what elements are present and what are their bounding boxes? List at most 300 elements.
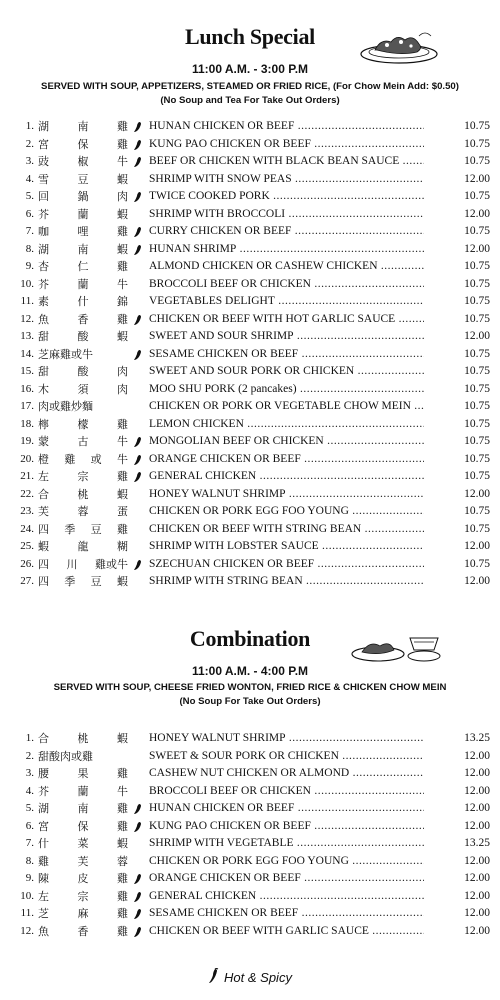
menu-item-price: 12.00 — [450, 853, 490, 871]
chinese-character: 蝦 — [117, 172, 128, 186]
chinese-character: 酸 — [77, 330, 89, 343]
menu-item-price: 10.75 — [450, 293, 490, 311]
menu-item-price: 10.75 — [450, 381, 490, 399]
menu-item-chinese-name — [38, 241, 128, 259]
chinese-character: 蒙 — [38, 435, 49, 448]
menu-item — [0, 486, 500, 504]
menu-item-name: CHICKEN OR PORK EGG FOO YOUNG ..... — [149, 503, 424, 521]
menu-item-number: 12. — [20, 924, 34, 937]
chinese-character: 芙 — [77, 854, 89, 868]
menu-item-chinese-name — [38, 381, 128, 399]
menu-item — [0, 258, 500, 276]
menu-item-name: MOO SHU PORK (2 pancakes) ..... — [149, 381, 424, 399]
chili-pepper-icon — [133, 908, 143, 920]
chinese-character: 龍 — [77, 540, 89, 553]
chinese-character: 回 — [38, 190, 49, 203]
chinese-character: 雞 — [117, 417, 128, 431]
menu-item-name: ALMOND CHICKEN OR CASHEW CHICKEN ..... — [149, 258, 424, 276]
chinese-character: 雞 — [64, 452, 76, 466]
chinese-character: 蘭 — [77, 277, 89, 291]
chili-pepper-icon — [133, 803, 143, 815]
menu-item-number: 15. — [20, 365, 34, 377]
menu-item-price: 12.00 — [450, 800, 490, 818]
menu-item-chinese-name — [38, 153, 128, 171]
chinese-character: 南 — [77, 802, 89, 815]
menu-item-price: 10.75 — [450, 363, 490, 381]
menu-item-chinese-name — [38, 276, 128, 294]
chinese-character: 雞 — [117, 907, 128, 920]
chinese-character: 湖 — [38, 802, 49, 815]
chinese-character: 須 — [77, 382, 89, 396]
chinese-character: 糊 — [117, 540, 128, 553]
chinese-character: 杏 — [38, 260, 49, 273]
menu-item-chinese-name — [38, 468, 128, 486]
menu-item — [0, 748, 500, 766]
chinese-character: 牛 — [116, 452, 128, 466]
menu-item-price: 10.75 — [450, 433, 490, 451]
menu-item-price: 12.00 — [450, 206, 490, 224]
menu-item-chinese-name — [38, 800, 128, 818]
chinese-character: 甜 — [38, 365, 49, 378]
menu-item-number: 5. — [25, 190, 34, 202]
menu-item — [0, 905, 500, 923]
menu-item-number: 6. — [25, 207, 34, 220]
chinese-character: 季 — [64, 522, 76, 536]
menu-item-chinese-name — [38, 451, 128, 469]
chinese-character: 雞 — [117, 312, 128, 326]
combination-served-with-note: SERVED WITH SOUP, CHEESE FRIED WONTON, FRIED RICE & CHICKEN CHOW MEIN — [53, 682, 447, 693]
menu-item-chinese-name — [38, 311, 128, 329]
menu-item-number: 22. — [20, 487, 34, 500]
menu-item-price: 10.75 — [450, 451, 490, 469]
menu-item-number: 19. — [20, 435, 34, 447]
chinese-character: 雞 — [116, 522, 128, 536]
chinese-character: 牛 — [117, 435, 128, 448]
menu-item-chinese-name — [38, 293, 128, 311]
chinese-character: 牛 — [117, 277, 128, 291]
chinese-character: 雞 — [38, 854, 49, 868]
menu-item-chinese-name — [38, 118, 128, 136]
chinese-character: 蝦 — [117, 487, 128, 501]
chinese-character: 豆 — [90, 575, 102, 588]
menu-item-chinese-name — [38, 765, 128, 783]
menu-item-chinese-name — [38, 363, 128, 381]
menu-item-number: 3. — [25, 767, 34, 779]
menu-item — [0, 311, 500, 329]
food-plate-icon — [357, 28, 442, 66]
chinese-character: 肉或雞炒麵 — [38, 400, 93, 413]
menu-item-name: GENERAL CHICKEN ..... — [149, 888, 424, 906]
chili-pepper-icon — [208, 968, 220, 984]
chili-pepper-icon — [133, 436, 143, 448]
chinese-character: 雞 — [117, 924, 128, 938]
menu-item — [0, 573, 500, 591]
menu-item-name: SESAME CHICKEN OR BEEF ..... — [149, 905, 424, 923]
menu-item — [0, 818, 500, 836]
menu-item — [0, 783, 500, 801]
menu-item-number: 26. — [20, 557, 34, 570]
menu-item — [0, 363, 500, 381]
chinese-character: 魚 — [38, 312, 49, 326]
chili-pepper-icon — [133, 226, 143, 238]
menu-item-name: MONGOLIAN BEEF OR CHICKEN ..... — [149, 433, 424, 451]
menu-item-number: 2. — [25, 749, 34, 762]
chinese-character: 蝦 — [116, 575, 128, 588]
chinese-character: 牛 — [117, 784, 128, 798]
chinese-character: 肉 — [117, 365, 128, 378]
menu-item-number: 3. — [25, 155, 34, 167]
menu-item — [0, 835, 500, 853]
chinese-character: 檬 — [77, 417, 89, 431]
chinese-character: 季 — [64, 575, 76, 588]
spicy-legend-label: Hot & Spicy — [224, 970, 292, 985]
chinese-character: 雞 — [117, 137, 128, 151]
menu-item-name: KUNG PAO CHICKEN OR BEEF ..... — [149, 136, 424, 154]
menu-item-chinese-name — [38, 730, 128, 748]
menu-item-price: 12.00 — [450, 783, 490, 801]
combination-title: Combination — [189, 626, 311, 651]
menu-item-number: 7. — [25, 837, 34, 849]
menu-item-price: 12.00 — [450, 171, 490, 189]
menu-item — [0, 276, 500, 294]
menu-item-chinese-name — [38, 888, 128, 906]
menu-item-chinese-name — [38, 258, 128, 276]
menu-item-number: 21. — [20, 470, 34, 482]
menu-item-number: 13. — [20, 330, 34, 342]
menu-item-price: 10.75 — [450, 398, 490, 416]
menu-item — [0, 206, 500, 224]
chinese-character: 哩 — [77, 225, 89, 238]
menu-item — [0, 398, 500, 416]
menu-item-name: CHICKEN OR BEEF WITH HOT GARLIC SAUCE ..... — [149, 311, 424, 329]
menu-item-price: 10.75 — [450, 223, 490, 241]
chinese-character: 仁 — [77, 260, 89, 273]
menu-item — [0, 433, 500, 451]
menu-item-chinese-name — [38, 416, 128, 434]
menu-item-chinese-name — [38, 573, 128, 591]
chinese-character: 桃 — [77, 732, 89, 745]
chili-pepper-icon — [133, 873, 143, 885]
menu-item-chinese-name — [38, 905, 128, 923]
menu-item-price: 12.00 — [450, 818, 490, 836]
menu-item-name: ORANGE CHICKEN OR BEEF ..... — [149, 870, 424, 888]
menu-item — [0, 381, 500, 399]
menu-item-number: 14. — [20, 347, 34, 360]
menu-item-number: 16. — [20, 382, 34, 395]
menu-item-chinese-name — [38, 521, 128, 539]
chinese-character: 芝麻雞或牛 — [38, 347, 93, 361]
menu-item-chinese-name — [38, 923, 128, 941]
chinese-character: 香 — [77, 312, 89, 326]
chinese-character: 雞 — [117, 889, 128, 903]
menu-item-number: 12. — [20, 312, 34, 325]
menu-item-price: 12.00 — [450, 765, 490, 783]
menu-item-price: 13.25 — [450, 730, 490, 748]
menu-item-name: SZECHUAN CHICKEN OR BEEF ..... — [149, 556, 424, 574]
menu-item — [0, 118, 500, 136]
menu-item-chinese-name — [38, 503, 128, 521]
menu-item-chinese-name — [38, 486, 128, 504]
combination-menu-list — [0, 730, 500, 940]
menu-item-price: 12.00 — [450, 573, 490, 591]
menu-item-name: GENERAL CHICKEN ..... — [149, 468, 424, 486]
chinese-character: 皮 — [77, 872, 89, 885]
chinese-character: 菜 — [77, 837, 89, 850]
menu-item-name: ORANGE CHICKEN OR BEEF ..... — [149, 451, 424, 469]
chili-pepper-icon — [133, 471, 143, 483]
chinese-character: 橙 — [38, 452, 49, 466]
chinese-character: 咖 — [38, 225, 49, 238]
chinese-character: 宮 — [38, 819, 49, 833]
menu-item-chinese-name — [38, 398, 128, 416]
menu-item-price: 10.75 — [450, 258, 490, 276]
menu-item — [0, 888, 500, 906]
menu-item-number: 20. — [20, 452, 34, 465]
chili-pepper-icon — [133, 454, 143, 466]
menu-item-name: SESAME CHICKEN OR BEEF ..... — [149, 346, 424, 364]
menu-item-price: 10.75 — [450, 136, 490, 154]
menu-item-price: 12.00 — [450, 328, 490, 346]
menu-item — [0, 328, 500, 346]
chili-pepper-icon — [133, 156, 143, 168]
menu-item-price: 10.75 — [450, 521, 490, 539]
menu-item-price: 10.75 — [450, 556, 490, 574]
menu-item-number: 1. — [25, 732, 34, 744]
menu-item — [0, 853, 500, 871]
menu-item — [0, 451, 500, 469]
chinese-character: 蝦 — [117, 330, 128, 343]
chinese-character: 古 — [77, 435, 89, 448]
menu-item-chinese-name — [38, 206, 128, 224]
menu-item-name: HUNAN SHRIMP ..... — [149, 241, 424, 259]
menu-item-price: 10.75 — [450, 188, 490, 206]
menu-item-number: 8. — [25, 242, 34, 255]
menu-item-name: BROCCOLI BEEF OR CHICKEN ..... — [149, 276, 424, 294]
menu-item-price: 10.75 — [450, 153, 490, 171]
menu-item — [0, 136, 500, 154]
chinese-character: 麻 — [77, 907, 89, 920]
chinese-character: 保 — [77, 137, 89, 151]
chinese-character: 木 — [38, 382, 49, 396]
menu-item-chinese-name — [38, 328, 128, 346]
menu-item — [0, 923, 500, 941]
menu-item-price: 12.00 — [450, 870, 490, 888]
menu-item-number: 1. — [25, 120, 34, 132]
menu-item-name: SWEET AND SOUR PORK OR CHICKEN ..... — [149, 363, 424, 381]
chinese-character: 檸 — [38, 417, 49, 431]
menu-item — [0, 765, 500, 783]
menu-item-name: SWEET AND SOUR SHRIMP ..... — [149, 328, 424, 346]
menu-item-chinese-name — [38, 748, 128, 766]
chinese-character: 豆 — [90, 522, 102, 536]
chinese-character: 雞 — [117, 120, 128, 133]
chinese-character: 椒 — [77, 155, 89, 168]
lunch-hours: 11:00 A.M. - 3:00 P.M — [191, 62, 309, 76]
chinese-character: 南 — [77, 120, 89, 133]
menu-item-price: 13.25 — [450, 835, 490, 853]
chinese-character: 蘭 — [77, 784, 89, 798]
chinese-character: 湖 — [38, 120, 49, 133]
chinese-character: 雞 — [117, 872, 128, 885]
menu-item-number: 24. — [20, 522, 34, 535]
chili-pepper-icon — [133, 559, 143, 571]
menu-item-name: TWICE COOKED PORK ..... — [149, 188, 424, 206]
chinese-character: 蓉 — [117, 854, 128, 868]
combination-hours: 11:00 A.M. - 4:00 P.M — [191, 664, 309, 678]
chili-pepper-icon — [133, 314, 143, 326]
menu-item-price: 12.00 — [450, 888, 490, 906]
menu-item-name: CURRY CHICKEN OR BEEF ..... — [149, 223, 424, 241]
menu-item-number: 18. — [20, 417, 34, 430]
chinese-character: 宗 — [77, 470, 89, 483]
menu-item-price: 12.00 — [450, 923, 490, 941]
menu-item-number: 27. — [20, 575, 34, 587]
menu-item-price: 12.00 — [450, 748, 490, 766]
chinese-character: 左 — [38, 470, 49, 483]
menu-item-price: 10.75 — [450, 503, 490, 521]
chili-pepper-icon — [133, 821, 143, 833]
menu-item-name: VEGETABLES DELIGHT ..... — [149, 293, 424, 311]
menu-item-number: 10. — [20, 889, 34, 902]
chinese-character: 甜酸肉或雞 — [38, 749, 93, 763]
menu-item-name: CHICKEN OR PORK OR VEGETABLE CHOW MEIN ..... — [149, 398, 424, 416]
lunch-special-title: Lunch Special — [185, 24, 315, 49]
chinese-character: 蝦 — [117, 207, 128, 221]
menu-item-chinese-name — [38, 870, 128, 888]
chinese-character: 錦 — [117, 295, 128, 308]
chinese-character: 雞或牛 — [95, 557, 128, 571]
menu-item-number: 2. — [25, 137, 34, 150]
chinese-character: 肉 — [117, 190, 128, 203]
menu-item-price: 10.75 — [450, 276, 490, 294]
menu-item — [0, 556, 500, 574]
menu-item-number: 8. — [25, 854, 34, 867]
chinese-character: 魚 — [38, 924, 49, 938]
menu-item-number: 11. — [20, 295, 34, 307]
chinese-character: 芝 — [38, 907, 49, 920]
menu-item — [0, 521, 500, 539]
menu-item-number: 4. — [25, 172, 34, 185]
chinese-character: 雞 — [117, 260, 128, 273]
menu-item-name: HONEY WALNUT SHRIMP ..... — [149, 730, 424, 748]
menu-item-number: 25. — [20, 540, 34, 552]
chinese-character: 豉 — [38, 155, 49, 168]
chinese-character: 芥 — [38, 277, 49, 291]
menu-item — [0, 346, 500, 364]
menu-item-chinese-name — [38, 538, 128, 556]
lunch-takeout-note: (No Soup and Tea For Take Out Orders) — [160, 95, 340, 106]
menu-item-name: SHRIMP WITH STRING BEAN ..... — [149, 573, 424, 591]
chinese-character: 鍋 — [77, 190, 89, 203]
chinese-character: 雞 — [117, 470, 128, 483]
chinese-character: 甜 — [38, 330, 49, 343]
chinese-character: 宮 — [38, 137, 49, 151]
menu-item-number: 7. — [25, 225, 34, 237]
menu-item-price: 10.75 — [450, 346, 490, 364]
menu-item — [0, 153, 500, 171]
chinese-character: 川 — [66, 557, 78, 571]
menu-item — [0, 188, 500, 206]
chinese-character: 蘭 — [77, 207, 89, 221]
lunch-served-with-note: SERVED WITH SOUP, APPETIZERS, STEAMED OR FRIED RICE, (For Chow Mein Add: $0.50) — [41, 81, 459, 92]
menu-item — [0, 503, 500, 521]
menu-item — [0, 416, 500, 434]
menu-item-chinese-name — [38, 433, 128, 451]
menu-item-price: 10.75 — [450, 118, 490, 136]
menu-item — [0, 241, 500, 259]
chinese-character: 芙 — [38, 505, 49, 518]
menu-item-number: 9. — [25, 872, 34, 884]
lunch-menu-list — [0, 118, 500, 591]
menu-item-name: SWEET & SOUR PORK OR CHICKEN ..... — [149, 748, 424, 766]
chinese-character: 四 — [38, 557, 49, 571]
chinese-character: 酸 — [77, 365, 89, 378]
chinese-character: 蝦 — [117, 242, 128, 256]
chinese-character: 豆 — [77, 172, 89, 186]
menu-item-chinese-name — [38, 171, 128, 189]
chinese-character: 蛋 — [117, 505, 128, 518]
menu-item-chinese-name — [38, 835, 128, 853]
menu-item-chinese-name — [38, 223, 128, 241]
menu-item-name: SHRIMP WITH VEGETABLE ..... — [149, 835, 424, 853]
chili-pepper-icon — [133, 191, 143, 203]
chinese-character: 桃 — [77, 487, 89, 501]
chili-pepper-icon — [133, 121, 143, 133]
chinese-character: 蓉 — [77, 505, 89, 518]
chinese-character: 或 — [90, 452, 102, 466]
menu-item-name: CHICKEN OR BEEF WITH GARLIC SAUCE ..... — [149, 923, 424, 941]
menu-item-price: 10.75 — [450, 311, 490, 329]
menu-item-name: CHICKEN OR PORK EGG FOO YOUNG ..... — [149, 853, 424, 871]
chinese-character: 蝦 — [117, 837, 128, 850]
menu-item-name: SHRIMP WITH LOBSTER SAUCE ..... — [149, 538, 424, 556]
menu-item — [0, 870, 500, 888]
chinese-character: 芥 — [38, 207, 49, 221]
chinese-character: 雞 — [117, 819, 128, 833]
chinese-character: 蝦 — [117, 732, 128, 745]
menu-item — [0, 293, 500, 311]
menu-item — [0, 223, 500, 241]
chinese-character: 素 — [38, 295, 49, 308]
menu-item-chinese-name — [38, 818, 128, 836]
chinese-character: 腰 — [38, 767, 49, 780]
chinese-character: 陳 — [38, 872, 49, 885]
menu-item-price: 12.00 — [450, 486, 490, 504]
chili-pepper-icon — [133, 926, 143, 938]
menu-item-chinese-name — [38, 346, 128, 364]
menu-item-price: 10.75 — [450, 416, 490, 434]
chinese-character: 湖 — [38, 242, 49, 256]
menu-item-number: 11. — [20, 907, 34, 919]
menu-item-name: BEEF OR CHICKEN WITH BLACK BEAN SAUCE ..... — [149, 153, 424, 171]
menu-item-number: 23. — [20, 505, 34, 517]
menu-item-price: 12.00 — [450, 241, 490, 259]
spicy-legend — [0, 968, 500, 985]
menu-item-number: 9. — [25, 260, 34, 272]
chinese-character: 雞 — [117, 767, 128, 780]
menu-item-name: HUNAN CHICKEN OR BEEF ..... — [149, 118, 424, 136]
menu-item-name: HONEY WALNUT SHRIMP ..... — [149, 486, 424, 504]
chinese-character: 雞 — [117, 225, 128, 238]
chili-pepper-icon — [133, 349, 143, 361]
menu-item-chinese-name — [38, 136, 128, 154]
chinese-character: 蝦 — [38, 540, 49, 553]
chinese-character: 合 — [38, 732, 49, 745]
chinese-character: 肉 — [117, 382, 128, 396]
menu-item — [0, 800, 500, 818]
combination-takeout-note: (No Soup For Take Out Orders) — [179, 696, 321, 707]
chinese-character: 宗 — [77, 889, 89, 903]
